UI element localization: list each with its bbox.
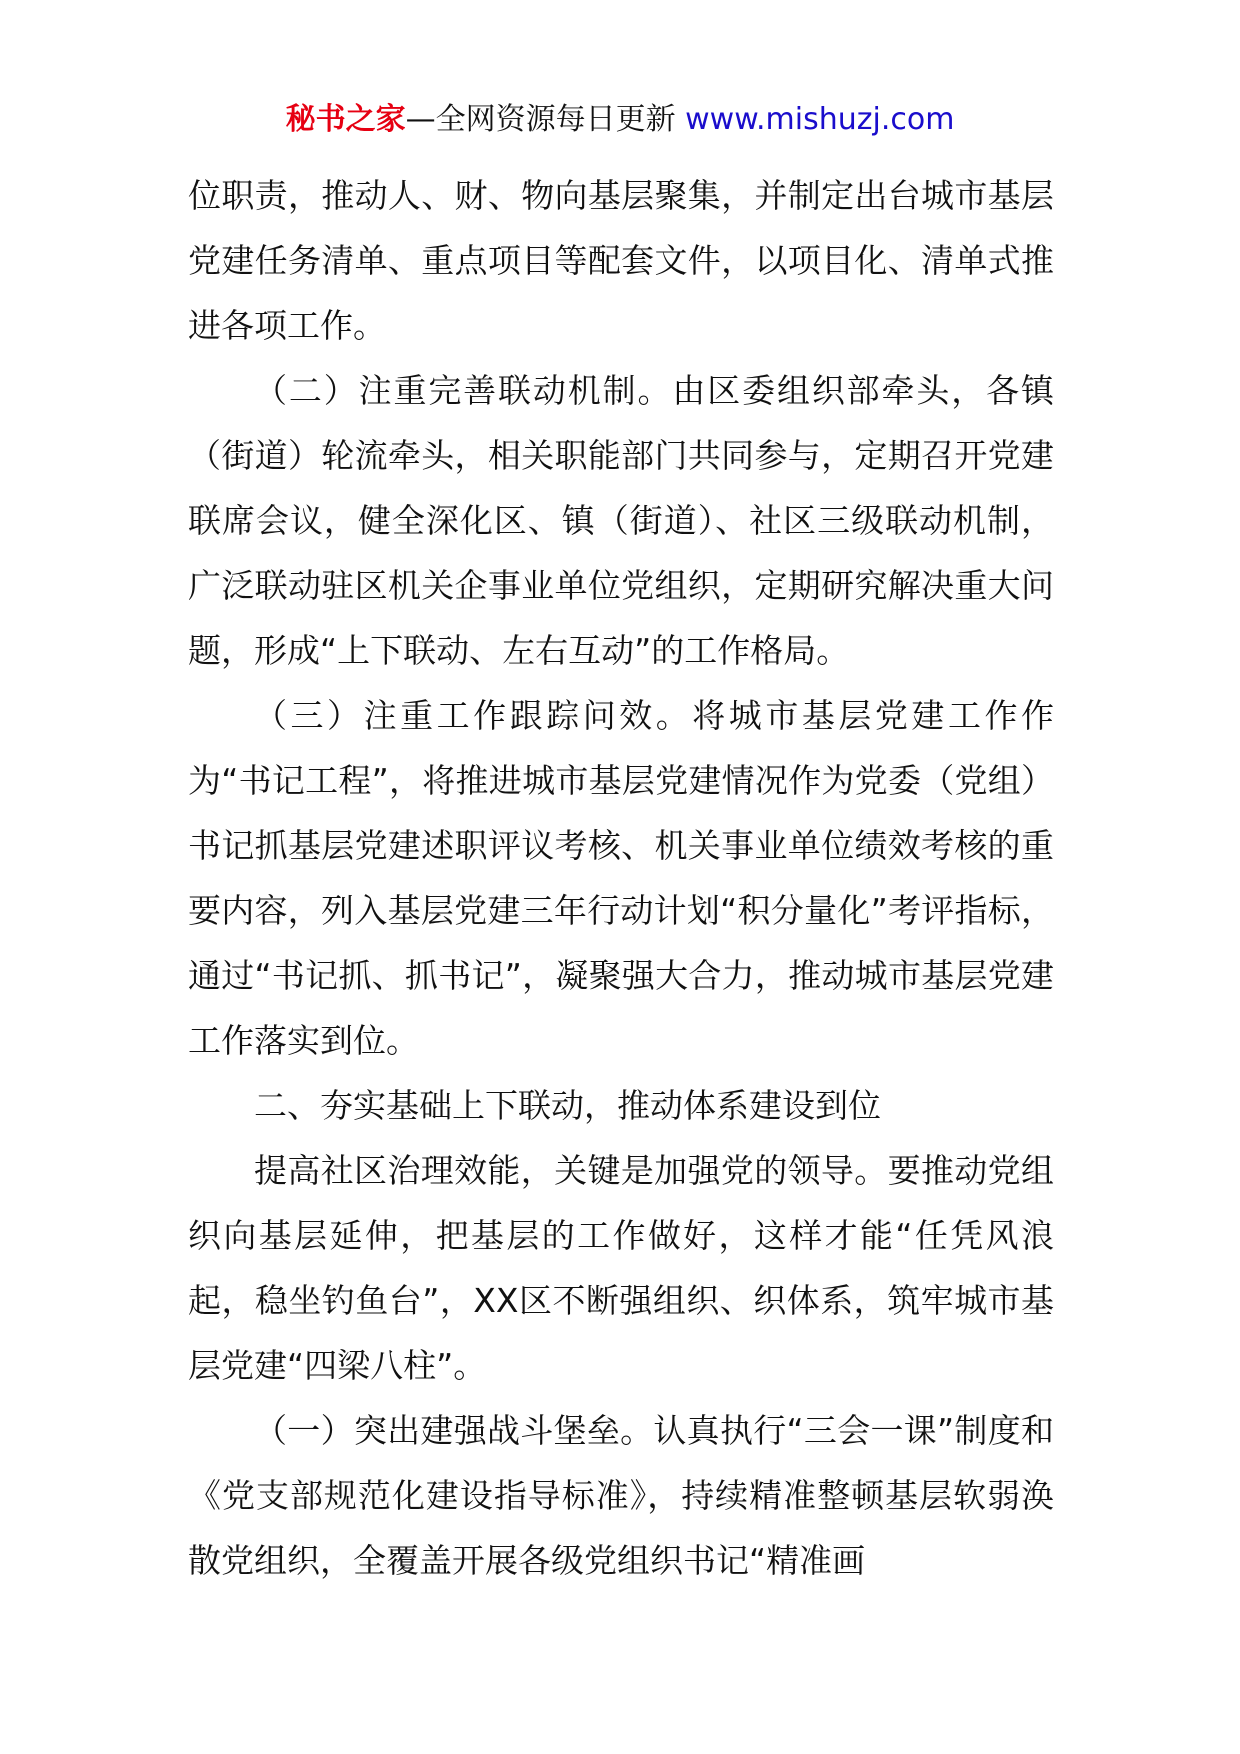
section-heading: 二、夯实基础上下联动，推动体系建设到位 — [254, 1086, 881, 1125]
brand-name: 秘书之家 — [285, 102, 406, 137]
paragraph-linkage-mechanism: （二）注重完善联动机制。由区委组织部牵头，各镇（街道）轮流牵头，相关职能部门共同参与，定期召开党建联席会议，健全深化区、镇（街道）、社区三级联动机制，广泛联动驻区机关企事业单位党组织，定期研究解决重大问题，形成“上下联动、左右互动”的工作格局。 — [188, 371, 1054, 670]
paragraph-battle-fortress: （一）突出建强战斗堡垒。认真执行“三会一课”制度和《党支部规范化建设指导标准》，持续精准整顿基层软弱涣散党组织，全覆盖开展各级党组织书记“精准画 — [188, 1411, 1054, 1580]
header-tagline: —全网资源每日更新 — [405, 102, 686, 137]
paragraph-continuation: 位职责，推动人、财、物向基层聚集，并制定出台城市基层党建任务清单、重点项目等配套文件，以项目化、清单式推进各项工作。 — [188, 176, 1054, 345]
paragraph-governance: 提高社区治理效能，关键是加强党的领导。要推动党组织向基层延伸，把基层的工作做好，这样才能“任凭风浪起，稳坐钓鱼台”，XX区不断强组织、织体系，筑牢城市基层党建“四梁八柱”。 — [188, 1151, 1054, 1385]
site-header — [0, 100, 1240, 140]
document-body — [188, 163, 1054, 1593]
site-url-link[interactable]: www.mishuzj.com — [685, 102, 955, 137]
paragraph-work-tracking: （三）注重工作跟踪问效。将城市基层党建工作作为“书记工程”，将推进城市基层党建情况作为党委（党组）书记抓基层党建述职评议考核、机关事业单位绩效考核的重要内容，列入基层党建三年行动计划“积分量化”考评指标，通过“书记抓、抓书记”，凝聚强大合力，推动城市基层党建工作落实到位。 — [188, 696, 1054, 1060]
